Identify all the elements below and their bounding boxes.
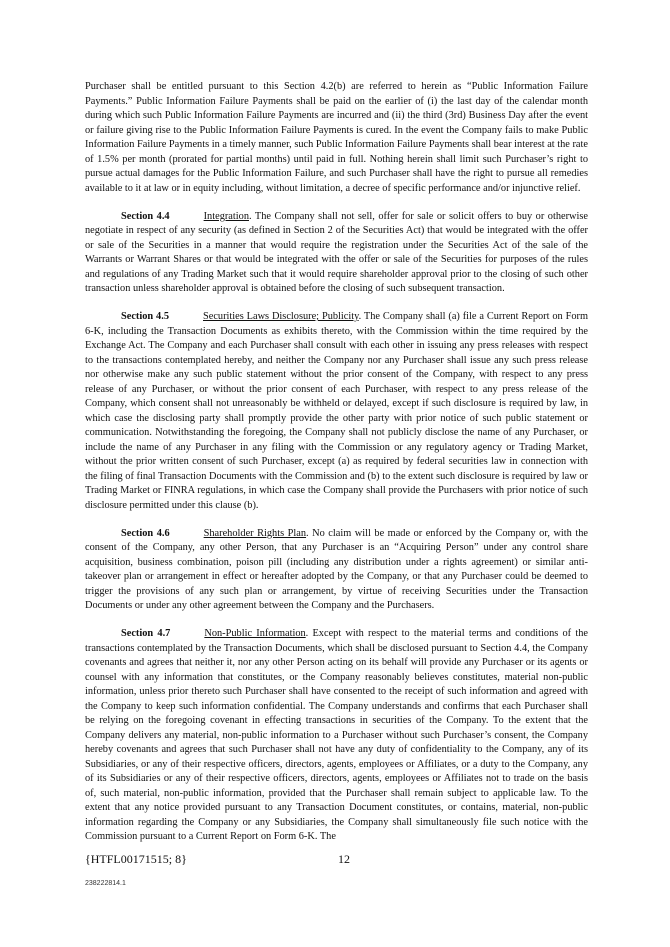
section-title: Integration [203,210,249,222]
section-number: Section 4.7 [121,628,171,639]
intro-paragraph: Purchaser shall be entitled pursuant to this Section 4.2(b) are referred to herein as “Public Information Failure Payments.” Public Information Failure Payments shall be paid on the earlier of (i) the last day of the calendar month during which such Public Information Failure Payments are incurred and (ii) the third (3rd) Business Day after the event or failure giving rise to the Public Information Failure Payments is cured. In the event the Company fails to make Public Information Failure Payments in a timely manner, such Public Information Failure Payments shall bear interest at the rate of 1.5% per month (prorated for partial months) until paid in full. Nothing herein shall limit such Purchaser’s right to pursue actual damages for the Public Information Failure, and such Purchaser shall have the right to pursue all remedies available to it at law or in equity including, without limitation, a decree of specific performance and/or injunctive relief. [85,81,588,194]
page-number: 12 [338,852,350,866]
section-text: . The Company shall (a) file a Current Report on Form 6-K, including the Transaction Documents as exhibits thereto, with the Commission within the time required by the Exchange Act. The Company and each Purchaser shall consult with each other in issuing any press releases with respect to the transactions contemplated hereby, and neither the Company nor any Purchaser shall issue any such press release nor otherwise make any such public statement without the prior consent of the Company, with respect to any press release of any Purchaser, or without the prior consent of each Purchaser, with respect to any press release of the Company, which consent shall not unreasonably be withheld or delayed, except if such disclosure is required by law, in which case the disclosing party shall promptly provide the other party with prior notice of such public statement or communication. Notwithstanding the foregoing, the Company shall not publicly disclose the name of any Purchaser, or include the name of any Purchaser in any filing with the Commission or any regulatory agency or Trading Market, without the prior written consent of such Purchaser, except (a) as required by federal securities law in connection with the filing of final Transaction Documents with the Commission and (b) to the extent such disclosure is required by law or Trading Market or FINRA regulations, in which case the Company shall provide the Purchasers with prior notice of such disclosure permitted under this clause (b). [85,311,588,511]
section-4-5 [85,310,588,513]
document-body [85,80,588,858]
section-number: Section 4.6 [121,527,170,539]
section-number: Section 4.4 [121,210,170,222]
section-title: Shareholder Rights Plan [203,527,307,539]
section-text: . No claim will be made or enforced by the Company or, with the consent of the Company, any other Person, that any Purchaser is an “Acquiring Person” under any control share acquisition, business combination, poison pill (including any distribution under a rights agreement) or similar anti-takeover plan or arrangement in effect or hereafter adopted by the Company, or that any Purchaser could be deemed to trigger the provisions of any such plan or arrangement, by virtue of receiving Securities under the Transaction Documents or under any other agreement between the Company and the Purchasers. [85,527,588,611]
section-text: . Except with respect to the material terms and conditions of the transactions contemplated by the Transaction Documents, which shall be disclosed pursuant to Section 4.4, the Company covenants and agrees that neither it, nor any other Person acting on its behalf will provide any Purchaser or its agents or counsel with any information that constitutes, or the Company reasonably believes constitutes, material non-public information, unless prior thereto such Purchaser shall have consented to the receipt of such information and agreed with the Company to keep such information confidential. The Company understands and confirms that each Purchaser shall be relying on the foregoing covenant in effecting transactions in securities of the Company. To the extent that the Company delivers any material, non-public information to a Purchaser without such Purchaser’s consent, the Company hereby covenants and agrees that such Purchaser shall not have any duty of confidentiality to the Company, any of its Subsidiaries, or any of their respective officers, directors, agents, employees or Affiliates, or a duty to the Company, any of its Subsidiaries or any of their respective officers, directors, agents, employees or Affiliates not to trade on the basis of, such material, non-public information, provided that the Purchaser shall remain subject to applicable law. To the extent that any notice provided pursuant to any Transaction Document constitutes, or contains, material, non-public information regarding the Company or any Subsidiaries, the Company shall simultaneously file such notice with the Commission pursuant to a Current Report on Form 6-K. The [85,628,588,842]
section-number: Section 4.5 [121,311,169,322]
section-4-6 [85,527,588,614]
document-reference: {HTFL00171515; 8} [85,852,187,866]
section-4-7 [85,627,588,845]
section-title: Non-Public Information [204,628,306,639]
section-4-4 [85,210,588,297]
section-title: Securities Laws Disclosure; Publicity [203,311,359,322]
document-id: 238222814.1 [85,880,126,887]
section-text: . The Company shall not sell, offer for sale or solicit offers to buy or otherwise negotiate in respect of any security (as defined in Section 2 of the Securities Act) that would be integrated with the offer or sale of the Securities in a manner that would require the registration under the Securities Act of the sale of the Warrants or Warrant Shares or that would be integrated with the offer or sale of the Securities for purposes of the rules and regulations of any Trading Market such that it would require shareholder approval prior to the closing of such other transaction unless shareholder approval is obtained before the closing of such subsequent transaction. [85,210,588,294]
